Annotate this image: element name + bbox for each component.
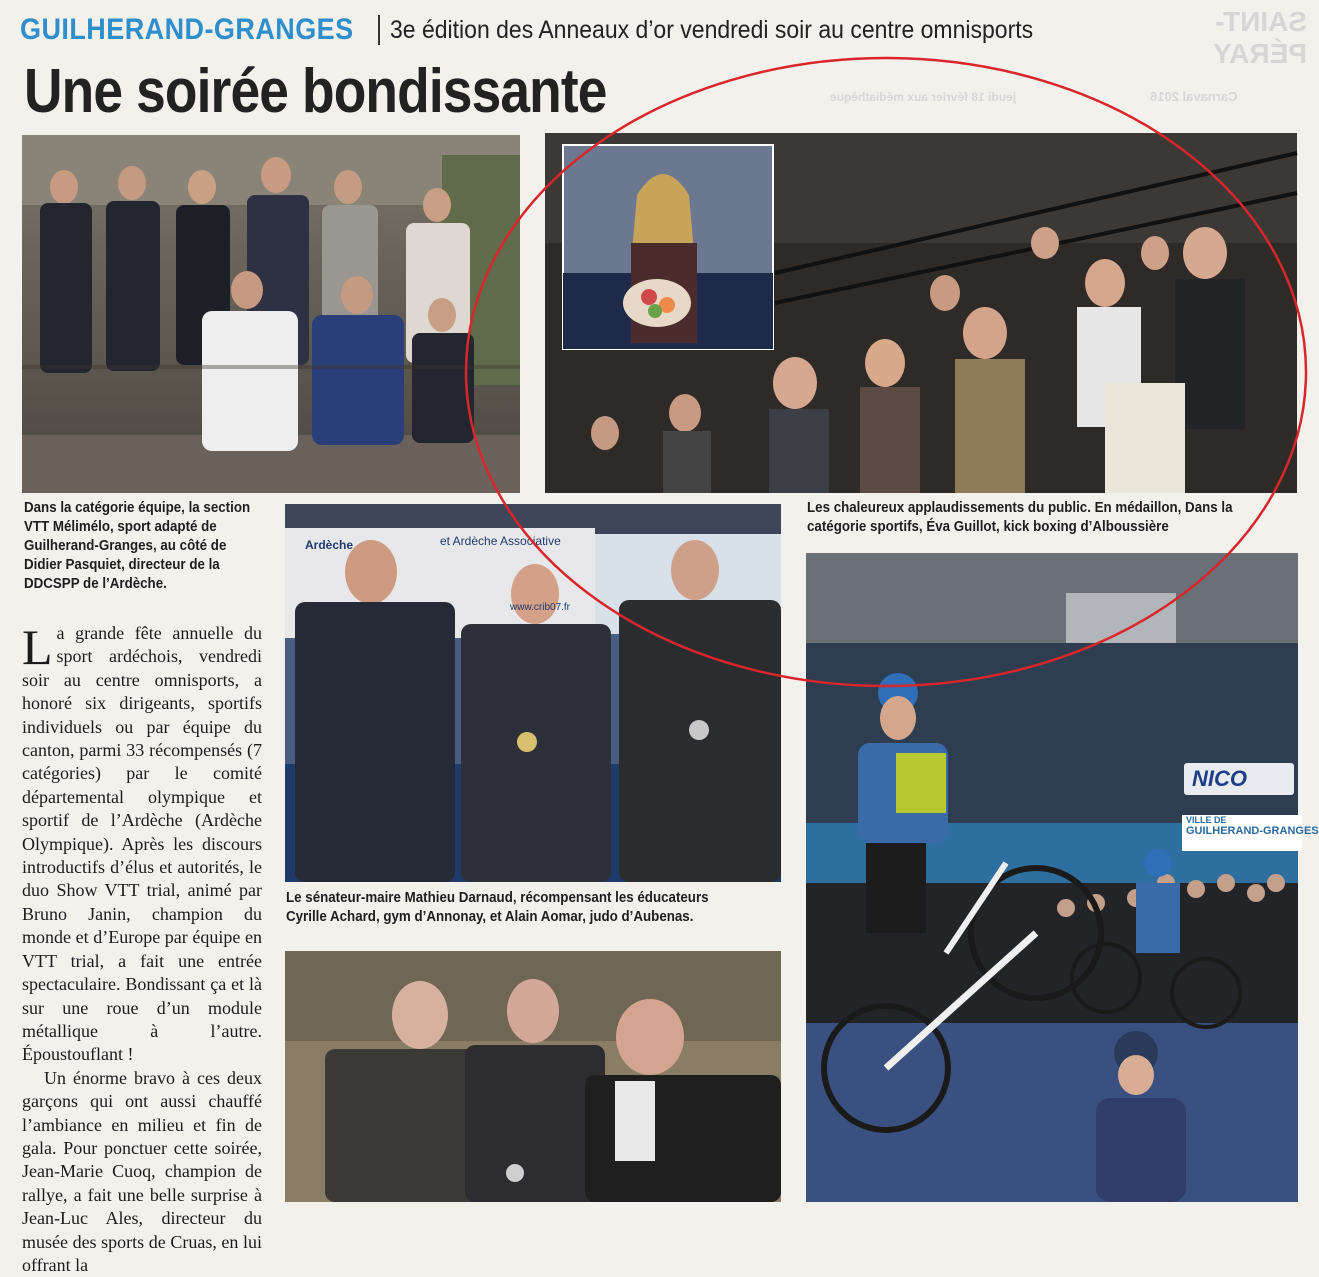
dropcap: L [22,619,53,675]
body-paragraph-1 [22,619,262,1067]
caption-senator: Le sénateur-maire Mathieu Darnaud, récompensant les éducateurs Cyrille Achard, gym d’Annonay, et Alain Aomar, judo d’Aubenas. [286,890,709,925]
banner-right-text: et Ardèche Associative [440,534,561,548]
venue-sign-main: GUILHERAND-GRANGES [1186,825,1319,837]
location-label: GUILHERAND-GRANGES [20,13,354,46]
photo-team-group [22,135,520,493]
photo-vtt-trial [806,553,1319,1202]
vtt-photo-illustration [806,553,1298,1202]
article-body [22,619,262,1275]
bleed-through-text-3 [830,90,1016,104]
photo-recipients [285,951,781,1202]
article-headline: Une soirée bondissante [24,57,607,126]
banner-sign [305,538,353,552]
venue-sign-top: VILLE DE [1186,815,1227,825]
bleed-through-text [1140,6,1307,70]
section-header [20,10,1089,50]
banner-left-text: Ardèche [305,538,354,552]
bleed-line-1: SAINT-PÉRAY [1213,6,1307,69]
body-paragraph-2: Un énorme bravo à ces deux garçons qui ont aussi chauffé l’ambiance en milieu et fin de gala. Pour ponctuer cette soirée, Jean-Marie Cuoq, champion de rallye, a fait une belle surprise à Jean-Luc Ales, directeur du musée des sports de Cruas, en lui offrant la [22,1067,262,1275]
banner-site: www.crib07.fr [510,602,571,613]
senator-photo-illustration [285,504,781,882]
bleed-line-2: Carnaval 2016 [1150,89,1238,104]
caption-audience: Les chaleureux applaudissements du public. En médaillon, Dans la catégorie sportifs, Éva Guillot, kick boxing d’Alboussière [807,500,1233,535]
bleed-through-text-2 [1150,88,1237,106]
photo-senator [285,504,781,882]
venue-sign [1182,815,1319,851]
recipients-photo-illustration [285,951,781,1202]
bleed-line-3: jeudi 18 février aux médiathèque [830,90,1017,104]
team-photo-illustration [22,135,520,493]
header-subtitle: 3e édition des Anneaux d’or vendredi soir au centre omnisports [390,15,1034,44]
body-paragraph-1-text: a grande fête annuelle du sport ardéchois, vendredi soir au centre omnisports, a honoré six dirigeants, sportifs individuels ou par équipe du canton, parmi 33 récompensés (7 catégories) par le comité départemental olympique et sportif de l’Ardèche (Ardèche Olympique). Après les discours introductifs d’élus et autorités, le duo Show VTT trial, animé par Bruno Janin, champion du monde et d’Europe par équipe en VTT trial, a fait une entrée spectaculaire. Bondissant ça et là sur une roue d’un module métallique à l’autre. Époustouflant ! [22,623,262,1065]
sponsor-sign [1184,763,1294,795]
caption-team: Dans la catégorie équipe, la section VTT Mélimélo, sport adapté de Guilherand-Granges, au côté de Didier Pasquiet, directeur de la DDCSPP de l’Ardèche. [24,500,251,592]
sponsor-text: NICO [1192,766,1247,791]
audience-photo-illustration [545,133,1297,493]
photo-audience [545,133,1297,493]
banner-sign-right [440,534,561,548]
header-divider [378,15,380,45]
